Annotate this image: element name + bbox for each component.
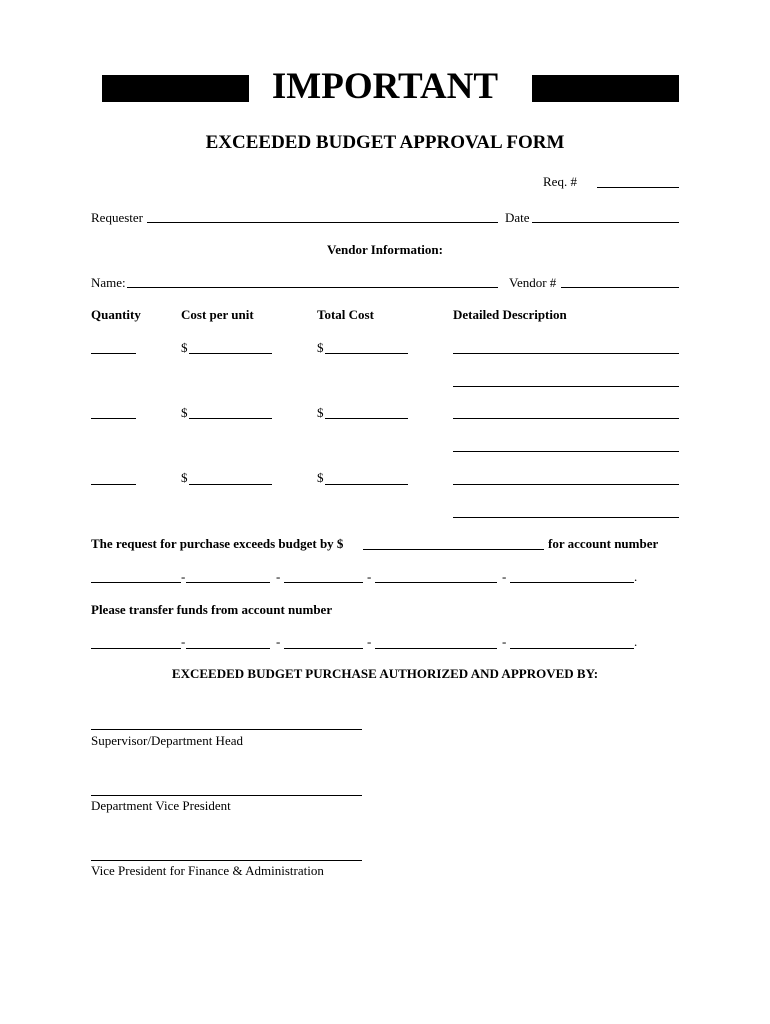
account-period: . (634, 569, 638, 584)
total-cost-field-3[interactable] (325, 484, 408, 485)
vendor-info-heading: Vendor Information: (327, 242, 443, 257)
account-seg-1-4[interactable] (375, 582, 497, 583)
total-currency-3: $ (317, 470, 324, 485)
account-seg-2-1[interactable] (91, 648, 181, 649)
cost-per-unit-field-2[interactable] (189, 418, 272, 419)
description-field-1b[interactable] (453, 386, 679, 387)
quantity-field-1[interactable] (91, 353, 136, 354)
description-field-2a[interactable] (453, 418, 679, 419)
approval-heading: EXCEEDED BUDGET PURCHASE AUTHORIZED AND APPROVED BY: (171, 666, 599, 681)
col-quantity: Quantity (91, 307, 141, 322)
quantity-field-3[interactable] (91, 484, 136, 485)
signature-line-supervisor[interactable] (91, 729, 362, 730)
account-dash: - (367, 569, 372, 584)
vendor-name-field[interactable] (127, 287, 498, 288)
signature-line-vp-finance[interactable] (91, 860, 362, 861)
vendor-number-field[interactable] (561, 287, 679, 288)
col-cost-per-unit: Cost per unit (181, 307, 254, 322)
account-seg-1-3[interactable] (284, 582, 363, 583)
account-seg-1-1[interactable] (91, 582, 181, 583)
exceeds-amount-field[interactable] (363, 549, 544, 550)
account-seg-2-5[interactable] (510, 648, 634, 649)
vendor-number-label: Vendor # (509, 275, 557, 290)
account-dash: - (367, 634, 372, 649)
account-dash: - (502, 634, 507, 649)
description-field-3a[interactable] (453, 484, 679, 485)
total-cost-field-1[interactable] (325, 353, 408, 354)
date-label: Date (505, 210, 530, 225)
total-currency-1: $ (317, 340, 324, 355)
account-dash: - (276, 569, 281, 584)
date-field[interactable] (532, 222, 679, 223)
transfer-funds-text: Please transfer funds from account number (91, 602, 333, 617)
description-field-2b[interactable] (453, 451, 679, 452)
col-total-cost: Total Cost (317, 307, 374, 322)
exceeds-budget-text: The request for purchase exceeds budget by $ (91, 536, 344, 551)
account-seg-2-4[interactable] (375, 648, 497, 649)
account-dash: - (181, 634, 186, 649)
req-number-field[interactable] (597, 187, 679, 188)
account-seg-2-2[interactable] (186, 648, 270, 649)
total-currency-2: $ (317, 405, 324, 420)
name-label: Name: (91, 275, 126, 290)
requester-label: Requester (91, 210, 143, 225)
requester-field[interactable] (147, 222, 498, 223)
cost-per-unit-field-1[interactable] (189, 353, 272, 354)
signer-label-dept-vp: Department Vice President (91, 798, 231, 813)
account-dash: - (181, 569, 186, 584)
quantity-field-2[interactable] (91, 418, 136, 419)
account-seg-1-5[interactable] (510, 582, 634, 583)
account-dash: - (502, 569, 507, 584)
signature-line-dept-vp[interactable] (91, 795, 362, 796)
signer-label-vp-finance: Vice President for Finance & Administration (91, 863, 324, 878)
account-seg-2-3[interactable] (284, 648, 363, 649)
req-label: Req. # (543, 174, 577, 189)
cost-per-unit-field-3[interactable] (189, 484, 272, 485)
form-title: EXCEEDED BUDGET APPROVAL FORM (205, 132, 565, 153)
description-field-1a[interactable] (453, 353, 679, 354)
col-detailed-description: Detailed Description (453, 307, 567, 322)
important-heading: IMPORTANT (271, 66, 499, 107)
cost-currency-2: $ (181, 405, 188, 420)
total-cost-field-2[interactable] (325, 418, 408, 419)
account-dash: - (276, 634, 281, 649)
account-seg-1-2[interactable] (186, 582, 270, 583)
cost-currency-3: $ (181, 470, 188, 485)
for-account-text: for account number (548, 536, 659, 551)
description-field-3b[interactable] (453, 517, 679, 518)
signer-label-supervisor: Supervisor/Department Head (91, 733, 243, 748)
cost-currency-1: $ (181, 340, 188, 355)
account-period: . (634, 634, 638, 649)
